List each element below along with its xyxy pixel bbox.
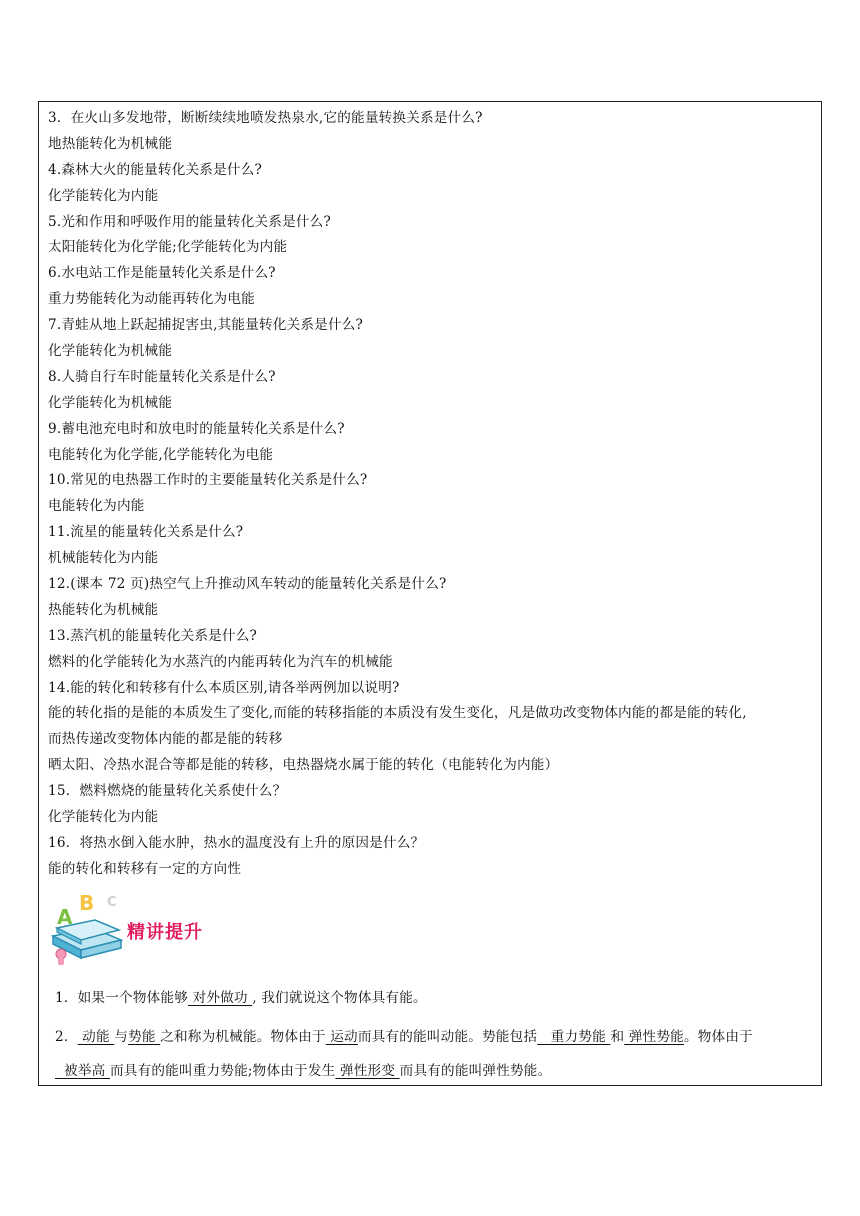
fill-q2-answer-blank: 运动: [325, 1029, 358, 1045]
fill-question-2: [39, 1020, 823, 1088]
content-frame: [38, 101, 822, 1086]
fill-q2-answer-blank: 重力势能: [537, 1029, 611, 1045]
answer-15: 化学能转化为内能: [48, 809, 159, 826]
fill-q2-text: 而具有的能叫弹性势能。: [399, 1063, 552, 1079]
answer-5: 太阳能转化为化学能;化学能转化为内能: [48, 239, 288, 256]
fill-q2-text: 。物体由于: [683, 1029, 753, 1045]
question-15: 15．燃料燃烧的能量转化关系使什么？: [48, 783, 287, 800]
fill-q2-text: 而具有的能叫重力势能;物体由于发生: [109, 1063, 336, 1079]
answer-12: 热能转化为机械能: [48, 601, 159, 618]
fill-q2-text: 和: [610, 1029, 625, 1045]
answer-11: 机械能转化为内能: [48, 550, 159, 567]
question-7: 7.青蛙从地上跃起捕捉害虫,其能量转化关系是什么?: [48, 317, 364, 334]
fill-question-1: [39, 987, 823, 1009]
answer-14-part-1: 能的转化指的是能的本质发生了变化,而能的转移指能的本质没有发生变化，凡是做功改变物体内能的都是能的转化,: [48, 705, 747, 722]
letter-a-icon: A: [57, 905, 73, 929]
answer-14-part-2: 而热传递改变物体内能的都是能的转移: [48, 731, 283, 748]
question-14: 14.能的转化和转移有什么本质区别,请各举两例加以说明?: [48, 679, 400, 696]
answer-9: 电能转化为化学能,化学能转化为电能: [48, 446, 274, 463]
fill-q2-text: 2．: [55, 1029, 78, 1045]
question-16: 16．将热水倒入能水肿，热水的温度没有上升的原因是什么？: [48, 834, 425, 851]
question-8: 8.人骑自行车时能量转化关系是什么?: [48, 368, 276, 385]
answer-6: 重力势能转化为动能再转化为电能: [48, 291, 255, 308]
fill-q1-answer-blank: 对外做功: [188, 990, 253, 1006]
question-11: 11.流星的能量转化关系是什么?: [48, 524, 244, 541]
answer-13: 燃料的化学能转化为水蒸汽的内能再转化为汽车的机械能: [48, 653, 393, 670]
section-banner: [49, 888, 249, 968]
fill-q2-text: 与: [114, 1029, 129, 1045]
answer-3: 地热能转化为机械能: [48, 135, 173, 152]
answer-7: 化学能转化为机械能: [48, 343, 173, 360]
question-10: 10.常见的电热器工作时的主要能量转化关系是什么?: [48, 472, 368, 489]
answer-8: 化学能转化为机械能: [48, 394, 173, 411]
question-5: 5.光和作用和呼吸作用的能量转化关系是什么?: [48, 213, 331, 230]
section-title: 精讲提升: [127, 922, 203, 943]
fill-q1-suffix: , 我们就说这个物体具有能。: [252, 990, 427, 1006]
fill-q2-answer-blank: 弹性形变: [335, 1063, 400, 1079]
letter-b-icon: B: [79, 891, 95, 915]
question-6: 6.水电站工作是能量转化关系是什么?: [48, 265, 276, 282]
question-3: 3．在火山多发地带，断断续续地喷发热泉水,它的能量转换关系是什么?: [48, 110, 483, 126]
fill-q2-answer-blank: 势能: [128, 1029, 161, 1045]
answer-4: 化学能转化为内能: [48, 187, 159, 204]
answer-16: 能的转化和转移有一定的方向性: [48, 860, 242, 877]
question-13: 13.蒸汽机的能量转化关系是什么?: [48, 627, 258, 644]
abc-books-icon: [49, 888, 129, 968]
fill-q2-text: 而具有的能叫动能。势能包括: [357, 1029, 538, 1045]
answer-10: 电能转化为内能: [48, 498, 145, 515]
question-4: 4.森林大火的能量转化关系是什么?: [48, 161, 262, 178]
question-9: 9.蓄电池充电时和放电时的能量转化关系是什么?: [48, 420, 345, 437]
fill-q1-prefix: 1．如果一个物体能够: [55, 990, 188, 1006]
fill-q2-text: 之和称为机械能。物体由于: [160, 1029, 326, 1045]
fill-q2-answer-blank: 弹性势能: [624, 1029, 684, 1045]
fill-q2-answer-blank: 动能: [77, 1029, 115, 1045]
fill-q2-answer-blank: 被举高: [55, 1063, 110, 1079]
question-12: 12.(课本 72 页)热空气上升推动风车转动的能量转化关系是什么?: [48, 576, 447, 593]
qa-list: [48, 106, 818, 883]
letter-c-icon: C: [107, 895, 117, 910]
answer-14-examples: 晒太阳、冷热水混合等都是能的转移，电热器烧水属于能的转化（电能转化为内能）: [48, 757, 559, 774]
